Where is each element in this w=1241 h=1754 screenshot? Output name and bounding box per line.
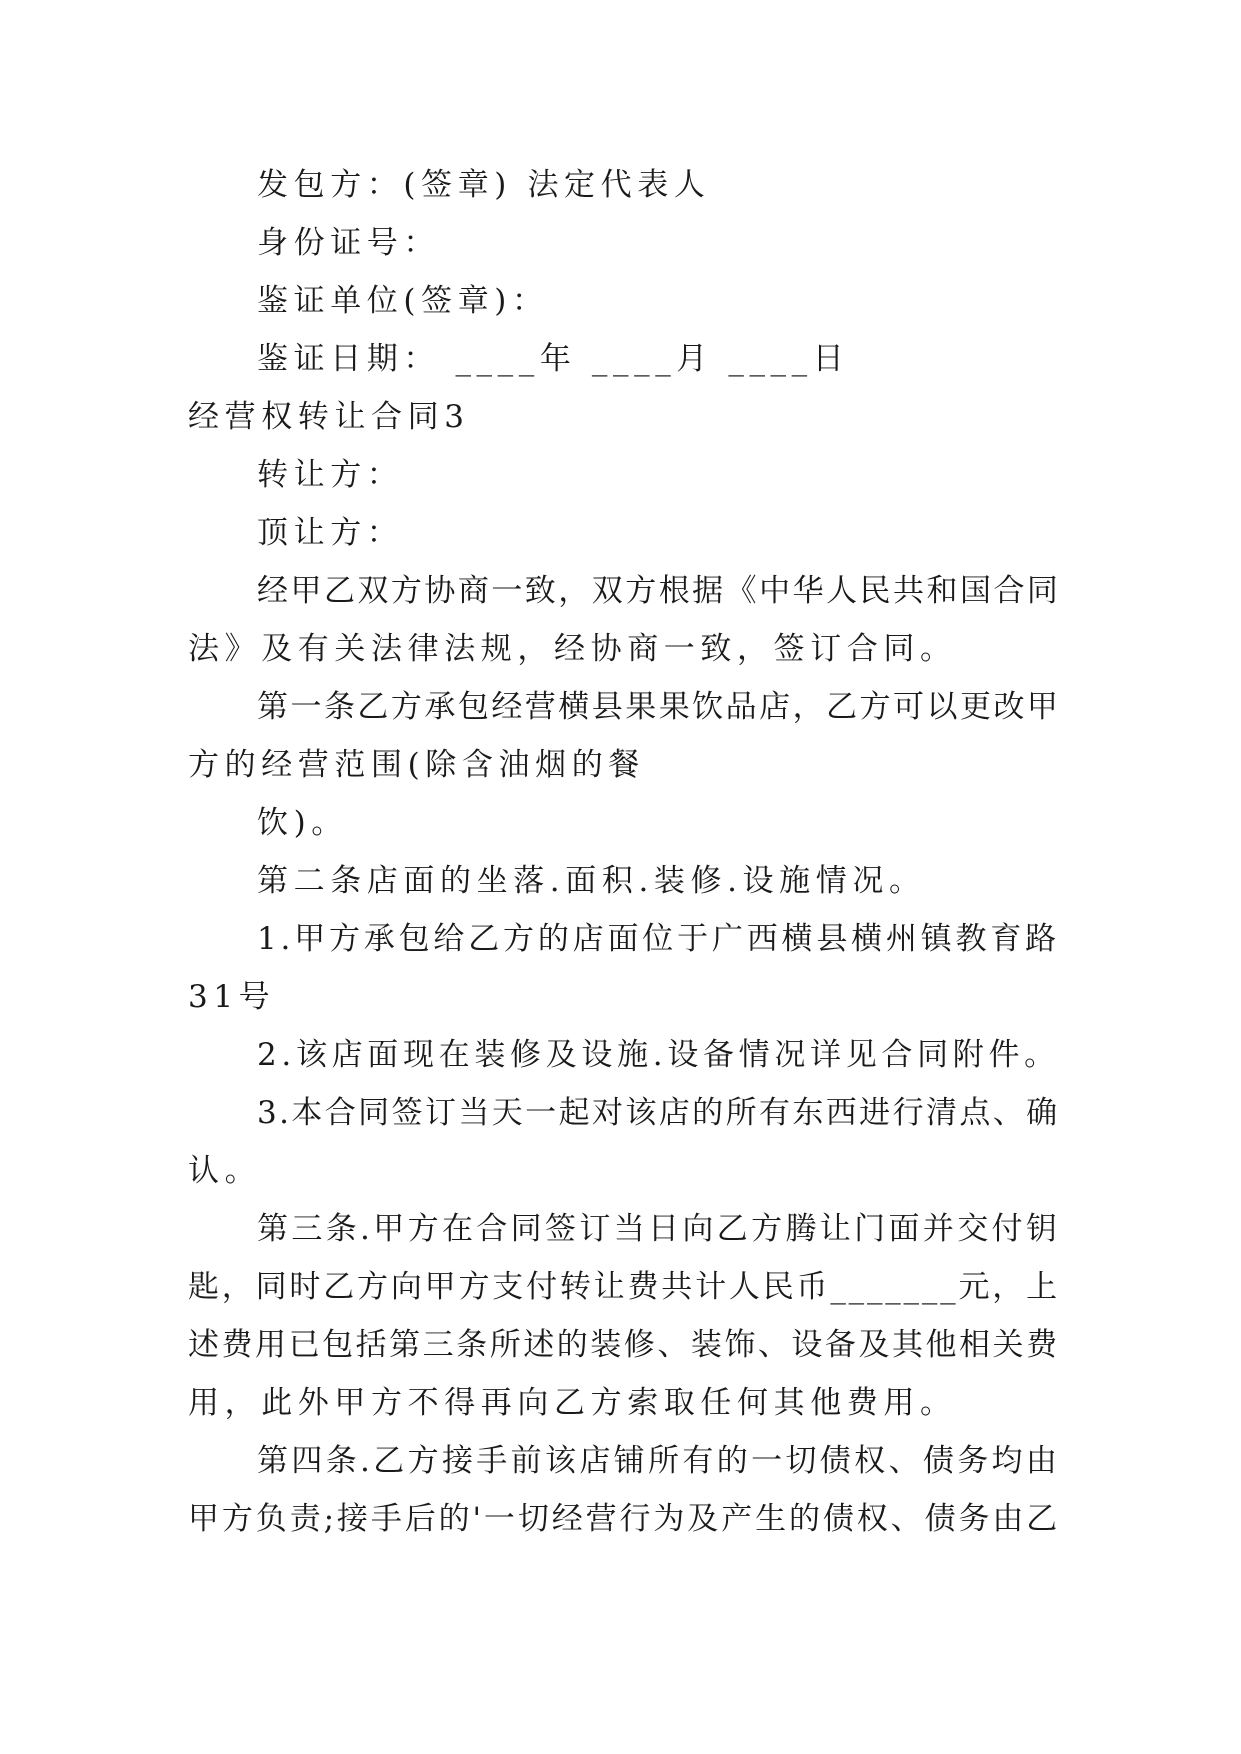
id-number-line: 身份证号： bbox=[257, 225, 440, 261]
paragraph-line: 法》及有关法律法规，经协商一致，签订合同。 bbox=[188, 631, 957, 667]
transferor-line: 转让方： bbox=[257, 457, 404, 493]
article-four-line: 第四条.乙方接手前该店铺所有的一切债权、债务均由 bbox=[257, 1443, 1061, 1479]
verification-unit-line: 鉴证单位(签章)： bbox=[257, 283, 549, 319]
article-four-line: 甲方负责;接手后的'一切经营行为及产生的债权、债务由乙 bbox=[188, 1501, 1061, 1537]
article-one-line: 第一条乙方承包经营横县果果饮品店，乙方可以更改甲 bbox=[257, 689, 1061, 725]
transferee-line: 顶让方： bbox=[257, 515, 404, 551]
contract-title: 经营权转让合同3 bbox=[188, 399, 470, 435]
article-one-line: 方的经营范围(除含油烟的餐 bbox=[188, 747, 645, 783]
article-two-item-1: 1.甲方承包给乙方的店面位于广西横县横州镇教育路 bbox=[257, 921, 1060, 957]
article-one-line: 饮)。 bbox=[257, 805, 348, 841]
signature-line-contractor: 发包方：(签章) 法定代表人 bbox=[257, 167, 711, 203]
article-two-item-3: 3.本合同签订当天一起对该店的所有东西进行清点、确 bbox=[257, 1095, 1060, 1131]
article-two-item-3: 认。 bbox=[188, 1153, 262, 1189]
article-three-line: 用，此外甲方不得再向乙方索取任何其他费用。 bbox=[188, 1385, 957, 1421]
article-three-line: 述费用已包括第三条所述的装修、装饰、设备及其他相关费 bbox=[188, 1327, 1060, 1363]
article-three-line: 匙，同时乙方向甲方支付转让费共计人民币_______元，上 bbox=[188, 1269, 1060, 1305]
verification-date-line: 鉴证日期： ____年 ____月 ____日 bbox=[257, 341, 850, 377]
article-three-line: 第三条.甲方在合同签订当日向乙方腾让门面并交付钥 bbox=[257, 1211, 1061, 1247]
article-two-item-2: 2.该店面现在装修及设施.设备情况详见合同附件。 bbox=[257, 1037, 1060, 1073]
article-two-item-1: 31号 bbox=[188, 979, 276, 1015]
paragraph-line: 经甲乙双方协商一致，双方根据《中华人民共和国合同 bbox=[257, 573, 1061, 609]
article-two-heading: 第二条店面的坐落.面积.装修.设施情况。 bbox=[257, 863, 926, 899]
